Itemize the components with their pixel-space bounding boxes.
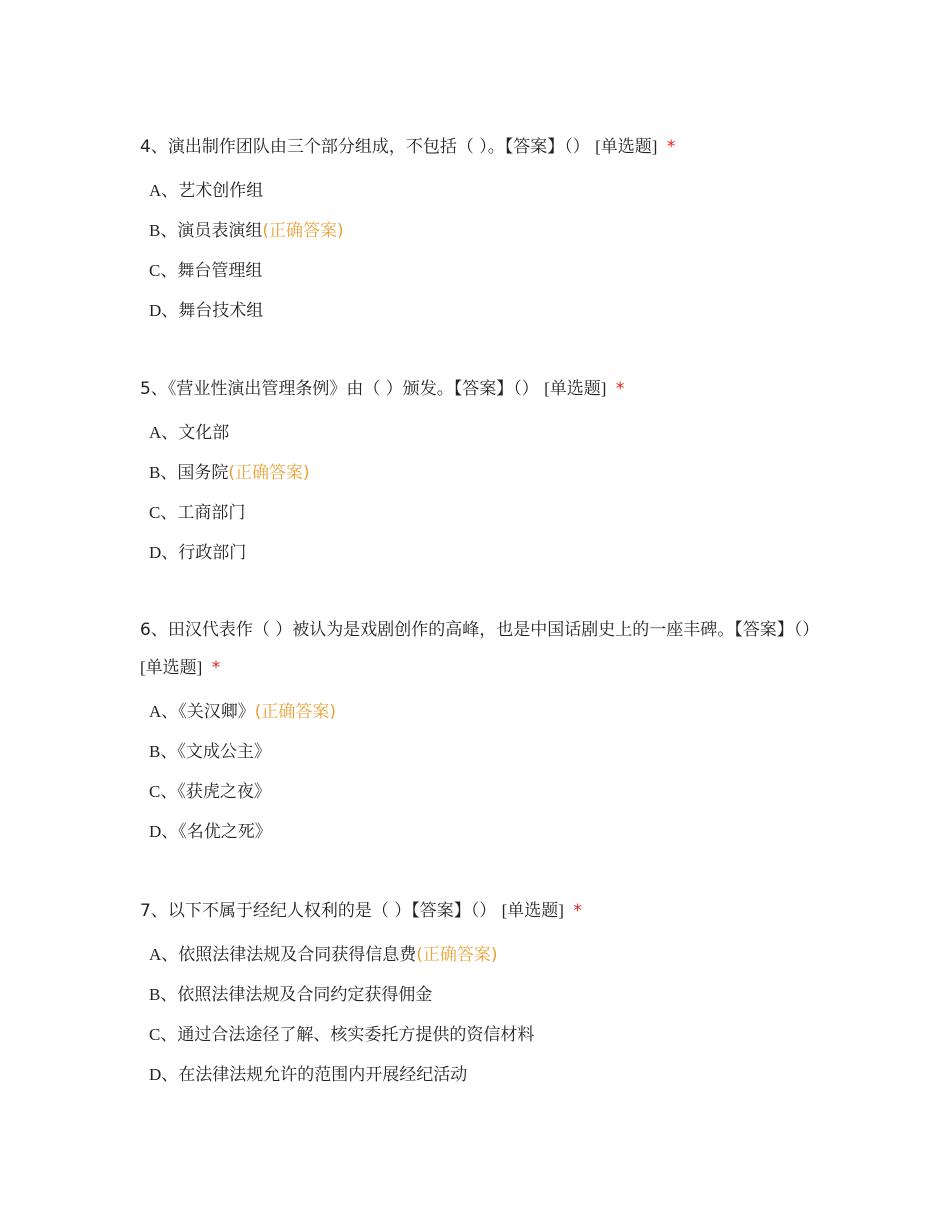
question-text: 5、《营业性演出管理条例》由（ ）颁发。【答案】（） (140, 379, 539, 399)
option-b[interactable] (140, 980, 840, 1020)
option-text: 依照法律法规及合同获得信息费 (178, 945, 417, 965)
question-type-tag: [单选题] (501, 901, 564, 920)
option-c[interactable] (140, 777, 840, 817)
option-c[interactable] (140, 1020, 840, 1060)
option-text: 在法律法规允许的范围内开展经纪活动 (178, 1065, 468, 1085)
option-list (140, 697, 840, 857)
required-mark: * (573, 901, 582, 921)
option-b[interactable] (140, 737, 840, 777)
question-title (140, 612, 840, 687)
option-text: 行政部门 (178, 543, 247, 563)
required-mark: * (666, 137, 676, 157)
option-a[interactable] (140, 176, 840, 216)
question-title (140, 370, 840, 408)
question-title (140, 892, 840, 930)
option-d[interactable] (140, 817, 840, 857)
correct-answer-label: (正确答案) (228, 463, 310, 483)
option-text: 文化部 (178, 423, 230, 443)
option-text: 通过合法途径了解、核实委托方提供的资信材料 (177, 1025, 535, 1045)
option-letter: A、 (149, 181, 179, 200)
option-letter: C、 (149, 782, 178, 801)
option-text: 《关汉卿》 (178, 702, 255, 722)
question-type-tag: [单选题] (544, 379, 607, 398)
option-text: 《名优之死》 (178, 822, 272, 842)
question-text: 6、田汉代表作（ ）被认为是戏剧创作的高峰，也是中国话剧史上的一座丰碑。【答案】（） (140, 620, 820, 640)
option-letter: B、 (149, 742, 178, 761)
option-letter: C、 (149, 503, 178, 522)
option-letter: A、 (149, 702, 179, 721)
option-list (140, 176, 840, 336)
option-d[interactable] (140, 538, 840, 578)
option-c[interactable] (140, 498, 840, 538)
question-type-tag: [单选题] (595, 137, 658, 156)
correct-answer-label: (正确答案) (254, 702, 337, 722)
option-letter: B、 (149, 985, 178, 1004)
option-c[interactable] (140, 256, 840, 296)
option-text: 国务院 (177, 463, 229, 483)
option-a[interactable] (140, 418, 840, 458)
option-b[interactable] (140, 458, 840, 498)
option-letter: D、 (149, 543, 179, 562)
option-letter: D、 (149, 1065, 179, 1084)
option-letter: A、 (149, 423, 179, 442)
option-letter: B、 (149, 221, 178, 240)
option-list (140, 418, 840, 578)
option-text: 舞台管理组 (177, 261, 263, 281)
option-letter: C、 (149, 1025, 178, 1044)
required-mark: * (211, 658, 221, 678)
question-type-tag: [单选题] (140, 658, 203, 677)
option-text: 舞台技术组 (178, 301, 264, 321)
required-mark: * (615, 379, 625, 399)
option-letter: A、 (149, 945, 179, 964)
option-d[interactable] (140, 296, 840, 336)
question-6 (140, 612, 840, 857)
option-letter: B、 (149, 463, 178, 482)
question-5 (140, 370, 840, 578)
option-text: 依照法律法规及合同约定获得佣金 (177, 985, 433, 1005)
question-text: 7、以下不属于经纪人权利的是（ ）【答案】（） (140, 901, 497, 921)
option-letter: C、 (149, 261, 178, 280)
option-letter: D、 (149, 301, 179, 320)
option-text: 演员表演组 (177, 221, 263, 241)
correct-answer-label: (正确答案) (262, 221, 344, 241)
option-a[interactable] (140, 697, 840, 737)
option-d[interactable] (140, 1060, 840, 1100)
question-7 (140, 892, 840, 1100)
option-text: 艺术创作组 (178, 181, 264, 201)
option-text: 工商部门 (177, 503, 246, 523)
option-letter: D、 (149, 822, 179, 841)
option-b[interactable] (140, 216, 840, 256)
option-text: 《文成公主》 (177, 742, 271, 762)
question-text: 4、演出制作团队由三个部分组成，不包括（ ）。【答案】（） (140, 137, 590, 157)
question-title (140, 128, 840, 166)
option-text: 《获虎之夜》 (177, 782, 271, 802)
option-list (140, 940, 840, 1100)
correct-answer-label: (正确答案) (416, 945, 498, 965)
question-4 (140, 128, 840, 336)
option-a[interactable] (140, 940, 840, 980)
